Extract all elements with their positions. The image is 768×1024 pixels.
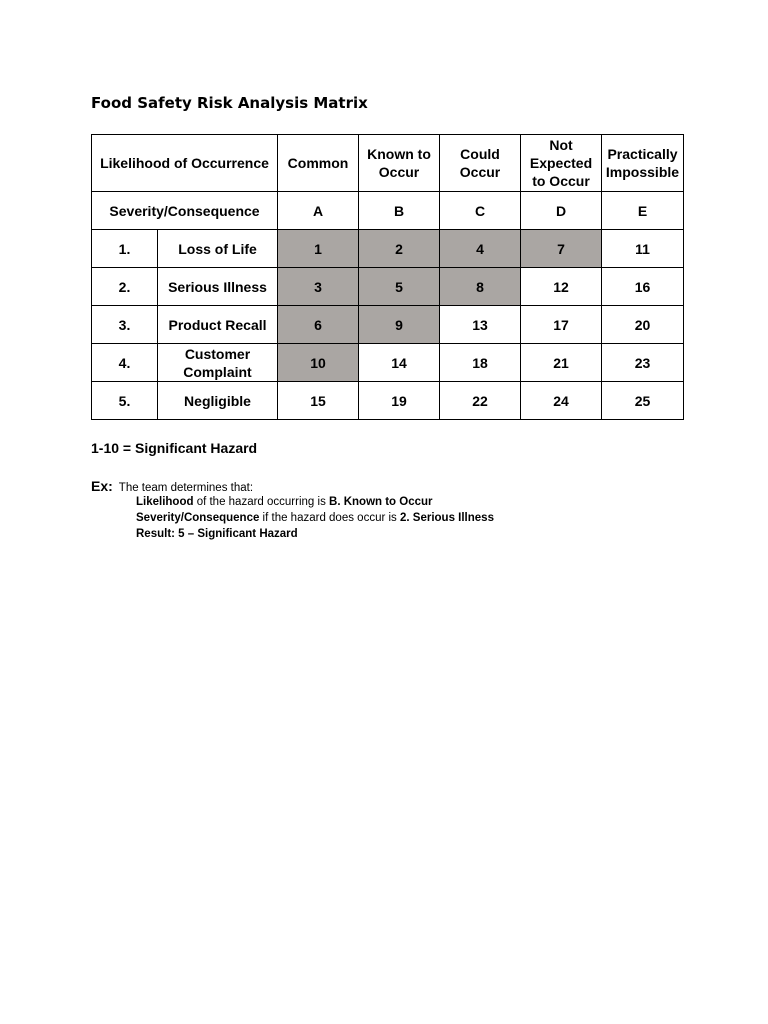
example-likelihood-line bbox=[136, 494, 494, 510]
row-label: Product Recall bbox=[158, 306, 278, 344]
risk-cell: 13 bbox=[440, 306, 521, 344]
column-letter: D bbox=[521, 192, 602, 230]
matrix-row-negligible bbox=[92, 382, 684, 420]
row-number: 3. bbox=[92, 306, 158, 344]
likelihood-header-row bbox=[92, 135, 684, 192]
matrix-row-serious-illness bbox=[92, 268, 684, 306]
risk-cell-significant: 4 bbox=[440, 230, 521, 268]
risk-cell: 25 bbox=[602, 382, 684, 420]
risk-cell: 16 bbox=[602, 268, 684, 306]
column-header-common: Common bbox=[278, 135, 359, 192]
column-letter: B bbox=[359, 192, 440, 230]
page-title: Food Safety Risk Analysis Matrix bbox=[91, 94, 368, 112]
risk-cell-significant: 8 bbox=[440, 268, 521, 306]
example-intro-line bbox=[91, 478, 494, 494]
column-letter: A bbox=[278, 192, 359, 230]
column-header-not-expected: Not Expected to Occur bbox=[521, 135, 602, 192]
risk-cell: 15 bbox=[278, 382, 359, 420]
risk-cell-significant: 1 bbox=[278, 230, 359, 268]
significance-legend: 1-10 = Significant Hazard bbox=[91, 440, 258, 456]
matrix-row-product-recall bbox=[92, 306, 684, 344]
example-details bbox=[136, 494, 494, 542]
risk-cell: 12 bbox=[521, 268, 602, 306]
severity-header-row bbox=[92, 192, 684, 230]
risk-cell-significant: 10 bbox=[278, 344, 359, 382]
row-label: Serious Illness bbox=[158, 268, 278, 306]
risk-cell: 24 bbox=[521, 382, 602, 420]
likelihood-label: Likelihood bbox=[136, 496, 194, 508]
risk-cell: 22 bbox=[440, 382, 521, 420]
risk-cell-significant: 2 bbox=[359, 230, 440, 268]
risk-cell: 23 bbox=[602, 344, 684, 382]
severity-header: Severity/Consequence bbox=[92, 192, 278, 230]
risk-cell: 11 bbox=[602, 230, 684, 268]
example-intro: The team determines that: bbox=[118, 482, 254, 494]
row-label: Loss of Life bbox=[158, 230, 278, 268]
risk-cell: 20 bbox=[602, 306, 684, 344]
row-number: 5. bbox=[92, 382, 158, 420]
risk-cell: 19 bbox=[359, 382, 440, 420]
likelihood-text: of the hazard occurring is bbox=[193, 496, 330, 508]
likelihood-header: Likelihood of Occurrence bbox=[92, 135, 278, 192]
row-number: 4. bbox=[92, 344, 158, 382]
row-label: Customer Complaint bbox=[158, 344, 278, 382]
row-number: 2. bbox=[92, 268, 158, 306]
row-label: Negligible bbox=[158, 382, 278, 420]
column-header-known-to-occur: Known to Occur bbox=[359, 135, 440, 192]
severity-text: if the hazard does occur is bbox=[259, 512, 400, 524]
row-number: 1. bbox=[92, 230, 158, 268]
column-header-practically-impossible: Practically Impossible bbox=[602, 135, 684, 192]
example-severity-line bbox=[136, 510, 494, 526]
example-tag: Ex: bbox=[91, 478, 113, 494]
risk-cell: 21 bbox=[521, 344, 602, 382]
matrix-row-customer-complaint bbox=[92, 344, 684, 382]
column-letter: C bbox=[440, 192, 521, 230]
risk-cell-significant: 5 bbox=[359, 268, 440, 306]
risk-cell: 14 bbox=[359, 344, 440, 382]
risk-cell-significant: 9 bbox=[359, 306, 440, 344]
risk-cell-significant: 7 bbox=[521, 230, 602, 268]
column-letter: E bbox=[602, 192, 684, 230]
risk-cell-significant: 6 bbox=[278, 306, 359, 344]
risk-cell-significant: 3 bbox=[278, 268, 359, 306]
column-header-could-occur: Could Occur bbox=[440, 135, 521, 192]
severity-value: 2. Serious Illness bbox=[400, 512, 494, 524]
matrix-row-loss-of-life bbox=[92, 230, 684, 268]
severity-label: Severity/Consequence bbox=[136, 512, 260, 524]
example-result: Result: 5 – Significant Hazard bbox=[136, 528, 298, 540]
risk-cell: 18 bbox=[440, 344, 521, 382]
risk-cell: 17 bbox=[521, 306, 602, 344]
risk-matrix-table bbox=[91, 134, 684, 420]
likelihood-value: B. Known to Occur bbox=[329, 496, 433, 508]
example-section bbox=[91, 478, 494, 542]
